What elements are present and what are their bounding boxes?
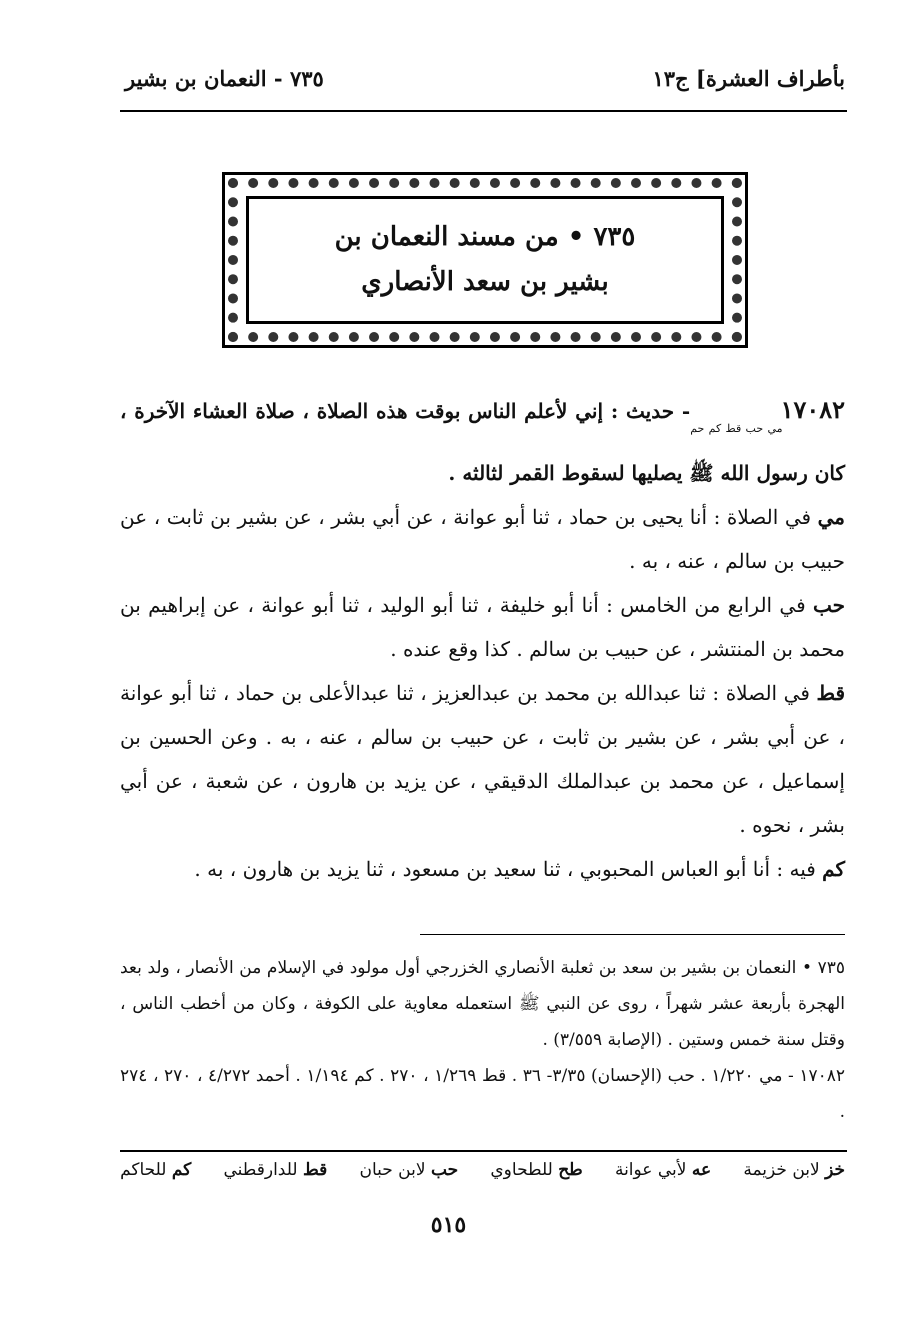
abbreviation-item: قط للدارقطني <box>223 1160 328 1180</box>
musnad-title-line-2: بشير بن سعد الأنصاري <box>361 267 609 297</box>
takhrij-paragraph-qt <box>120 671 845 847</box>
frame-inner-box <box>246 196 724 324</box>
source-code: مي <box>817 505 845 529</box>
header-section-title: ٧٣٥ - النعمان بن بشير <box>125 65 324 91</box>
footnotes <box>120 950 845 1130</box>
hadith-paragraph <box>120 388 845 495</box>
footnote-rule <box>420 934 845 935</box>
abbreviation-key <box>120 1160 845 1180</box>
abbreviation-item: خز لابن خزيمة <box>743 1160 845 1180</box>
takhrij-paragraph-hb <box>120 583 845 671</box>
ornamental-title-frame <box>222 172 748 348</box>
source-code: حب <box>812 593 845 617</box>
header-book-title: بأطراف العشرة] ج١٣ <box>652 65 845 91</box>
takhrij-text: فيه : أنا أبو العباس المحبوبي ، ثنا سعيد بن مسعود ، ثنا يزيد بن هارون ، به . <box>194 857 823 881</box>
takhrij-text: في الرابع من الخامس : أنا أبو خليفة ، ثنا أبو الوليد ، ثنا أبو عوانة ، عن إبراهيم بن محمد بن المنتشر ، عن حبيب بن سالم . كذا وقع عنده . <box>120 593 845 661</box>
abbreviation-item: طح للطحاوي <box>490 1160 583 1180</box>
abbreviation-item: كم للحاكم <box>120 1160 192 1180</box>
takhrij-paragraph-km <box>120 847 845 891</box>
takhrij-paragraph-mi <box>120 495 845 583</box>
hadith-number: ١٧٠٨٢ <box>780 395 846 424</box>
abbreviation-item: عه لأبي عوانة <box>614 1160 712 1180</box>
abbreviation-rule <box>120 1150 847 1152</box>
musnad-title-line-1: ٧٣٥ • من مسند النعمان بن <box>334 221 636 252</box>
running-header <box>125 60 845 96</box>
header-rule <box>120 110 847 112</box>
footnote-references: ١٧٠٨٢ - مي ١/٢٢٠ . حب (الإحسان) ٣/٣٥- ٣٦ . قط ١/٢٦٩ ، ٢٧٠ . كم ١/١٩٤ . أحمد ٤/٢٧٢ ، ٢٧٠ ، ٢٧٤ . <box>120 1066 845 1122</box>
main-text <box>120 388 845 891</box>
takhrij-text: في الصلاة : ثنا عبدالله بن محمد بن عبدالعزيز ، ثنا عبدالأعلى بن حماد ، ثنا أبو عوانة ، عن أبي بشر ، عن بشير بن ثابت ، عن حبيب بن سالم ، عنه ، به . وعن الحسين بن إسماعيل ، عن محمد بن عبدالملك الدقيقي ، عن يزيد بن هارون ، عن شعبة ، عن أبي بشر ، نحوه . <box>120 681 845 837</box>
page-number: ٥١٥ <box>430 1212 467 1238</box>
source-code: كم <box>822 857 845 881</box>
hadith-sigla: مي حب قط كم حم <box>690 422 783 435</box>
takhrij-text: في الصلاة : أنا يحيى بن حماد ، ثنا أبو عوانة ، عن أبي بشر ، عن بشير بن ثابت ، عن حبيب بن سالم ، عنه ، به . <box>120 505 845 573</box>
source-code: قط <box>816 681 845 705</box>
hadith-text: - حديث : إني لأعلم الناس بوقت هذه الصلاة ، صلاة العشاء الآخرة ، كان رسول الله ﷺ يصليها لسقوط القمر لثالثه . <box>120 399 845 485</box>
abbreviation-item: حب لابن حبان <box>359 1160 459 1180</box>
footnote-biography: ٧٣٥ • النعمان بن بشير بن سعد بن ثعلبة الأنصاري الخزرجي أول مولود في الإسلام من الأنصار ، ولد بعد الهجرة بأربعة عشر شهراً ، روى عن النبي ﷺ استعمله معاوية على الكوفة ، وكان من أخطب الناس ، وقتل سنة خمس وستين . (الإصابة ٣/٥٥٩) . <box>120 958 845 1050</box>
